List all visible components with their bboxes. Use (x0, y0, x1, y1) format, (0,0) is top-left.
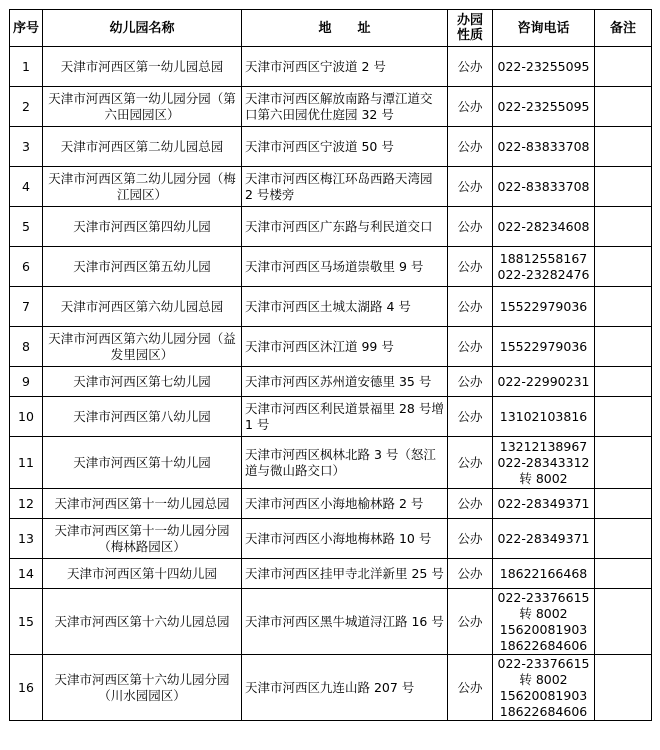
kindergarten-name: 天津市河西区第二幼儿园分园（梅江园区） (43, 167, 242, 207)
table-row (10, 287, 652, 327)
kindergarten-type: 公办 (448, 167, 493, 207)
table-row (10, 559, 652, 589)
phone-line: 022-22990231 (497, 373, 590, 389)
row-index: 15 (10, 589, 43, 655)
kindergarten-type: 公办 (448, 519, 493, 559)
phone-line: 022-23255095 (497, 98, 590, 114)
header-name: 幼儿园名称 (43, 10, 242, 47)
phone-line: 15620081903 (499, 621, 588, 637)
contact-phone (493, 327, 595, 367)
kindergarten-address: 天津市河西区梅江环岛西路天湾园 2 号楼旁 (242, 167, 448, 207)
header-index: 序号 (10, 10, 43, 47)
kindergarten-address: 天津市河西区广东路与利民道交口 (242, 207, 448, 247)
contact-phone (493, 47, 595, 87)
kindergarten-type: 公办 (448, 655, 493, 721)
contact-phone (493, 87, 595, 127)
kindergarten-name: 天津市河西区第十四幼儿园 (43, 559, 242, 589)
kindergarten-address: 天津市河西区九连山路 207 号 (242, 655, 448, 721)
table-row (10, 367, 652, 397)
kindergarten-address: 天津市河西区枫林北路 3 号（怒江道与微山路交口） (242, 437, 448, 489)
table-row (10, 247, 652, 287)
kindergarten-type: 公办 (448, 367, 493, 397)
note (595, 397, 652, 437)
table-row (10, 127, 652, 167)
kindergarten-address: 天津市河西区小海地榆林路 2 号 (242, 489, 448, 519)
contact-phone (493, 397, 595, 437)
note (595, 87, 652, 127)
kindergarten-name: 天津市河西区第六幼儿园分园（益发里园区） (43, 327, 242, 367)
kindergarten-type: 公办 (448, 247, 493, 287)
kindergarten-address: 天津市河西区解放南路与潭江道交口第六田园优仕庭园 32 号 (242, 87, 448, 127)
phone-line: 转 8002 (519, 470, 568, 486)
table-row (10, 327, 652, 367)
kindergarten-name: 天津市河西区第八幼儿园 (43, 397, 242, 437)
kindergarten-type: 公办 (448, 589, 493, 655)
contact-phone (493, 589, 595, 655)
row-index: 10 (10, 397, 43, 437)
row-index: 11 (10, 437, 43, 489)
phone-line: 022-28234608 (497, 218, 590, 234)
row-index: 4 (10, 167, 43, 207)
phone-line: 18812558167 (499, 250, 588, 266)
note (595, 655, 652, 721)
contact-phone (493, 559, 595, 589)
row-index: 3 (10, 127, 43, 167)
phone-line: 13102103816 (499, 408, 588, 424)
phone-line: 022-23282476 (497, 266, 590, 282)
note (595, 437, 652, 489)
kindergarten-address: 天津市河西区宁波道 50 号 (242, 127, 448, 167)
row-index: 2 (10, 87, 43, 127)
kindergarten-name: 天津市河西区第四幼儿园 (43, 207, 242, 247)
contact-phone (493, 127, 595, 167)
table-row (10, 437, 652, 489)
phone-line: 15522979036 (499, 338, 588, 354)
table-row (10, 87, 652, 127)
phone-line: 022-28343312 (497, 454, 590, 470)
kindergarten-type: 公办 (448, 327, 493, 367)
header-phone: 咨询电话 (493, 10, 595, 47)
table-row (10, 207, 652, 247)
kindergarten-table (9, 9, 652, 721)
kindergarten-address: 天津市河西区小海地梅林路 10 号 (242, 519, 448, 559)
contact-phone (493, 519, 595, 559)
kindergarten-name: 天津市河西区第六幼儿园总园 (43, 287, 242, 327)
table-row (10, 397, 652, 437)
phone-line: 13212138967 (499, 438, 588, 454)
note (595, 519, 652, 559)
kindergarten-address: 天津市河西区马场道崇敬里 9 号 (242, 247, 448, 287)
kindergarten-type: 公办 (448, 127, 493, 167)
kindergarten-name: 天津市河西区第十六幼儿园分园（川水园园区） (43, 655, 242, 721)
phone-line: 18622684606 (499, 703, 588, 719)
note (595, 127, 652, 167)
kindergarten-address: 天津市河西区挂甲寺北洋新里 25 号 (242, 559, 448, 589)
phone-line: 022-23376615 (497, 589, 590, 605)
kindergarten-name: 天津市河西区第十幼儿园 (43, 437, 242, 489)
phone-line: 15620081903 (499, 687, 588, 703)
kindergarten-name: 天津市河西区第一幼儿园总园 (43, 47, 242, 87)
note (595, 559, 652, 589)
kindergarten-name: 天津市河西区第十一幼儿园总园 (43, 489, 242, 519)
table-row (10, 167, 652, 207)
kindergarten-name: 天津市河西区第七幼儿园 (43, 367, 242, 397)
phone-line: 022-23376615 (497, 655, 590, 671)
contact-phone (493, 167, 595, 207)
contact-phone (493, 207, 595, 247)
note (595, 207, 652, 247)
header-type: 办园性质 (448, 10, 493, 47)
kindergarten-type: 公办 (448, 47, 493, 87)
kindergarten-type: 公办 (448, 87, 493, 127)
note (595, 367, 652, 397)
kindergarten-address: 天津市河西区利民道景福里 28 号增 1 号 (242, 397, 448, 437)
header-note: 备注 (595, 10, 652, 47)
row-index: 5 (10, 207, 43, 247)
table-row (10, 589, 652, 655)
phone-line: 022-23255095 (497, 58, 590, 74)
phone-line: 18622684606 (499, 637, 588, 653)
phone-line: 022-28349371 (497, 530, 590, 546)
note (595, 247, 652, 287)
row-index: 8 (10, 327, 43, 367)
kindergarten-name: 天津市河西区第十一幼儿园分园（梅林路园区） (43, 519, 242, 559)
row-index: 6 (10, 247, 43, 287)
kindergarten-address: 天津市河西区苏州道安德里 35 号 (242, 367, 448, 397)
phone-line: 022-83833708 (497, 138, 590, 154)
phone-line: 15522979036 (499, 298, 588, 314)
table-row (10, 489, 652, 519)
kindergarten-type: 公办 (448, 559, 493, 589)
note (595, 589, 652, 655)
contact-phone (493, 655, 595, 721)
contact-phone (493, 287, 595, 327)
contact-phone (493, 437, 595, 489)
kindergarten-type: 公办 (448, 287, 493, 327)
table-row (10, 519, 652, 559)
phone-line: 022-28349371 (497, 495, 590, 511)
contact-phone (493, 247, 595, 287)
row-index: 13 (10, 519, 43, 559)
note (595, 287, 652, 327)
kindergarten-address: 天津市河西区宁波道 2 号 (242, 47, 448, 87)
kindergarten-address: 天津市河西区沐江道 99 号 (242, 327, 448, 367)
kindergarten-name: 天津市河西区第五幼儿园 (43, 247, 242, 287)
phone-line: 转 8002 (519, 671, 568, 687)
kindergarten-type: 公办 (448, 489, 493, 519)
header-row (10, 10, 652, 47)
phone-line: 转 8002 (519, 605, 568, 621)
kindergarten-type: 公办 (448, 207, 493, 247)
row-index: 1 (10, 47, 43, 87)
kindergarten-address: 天津市河西区土城太湖路 4 号 (242, 287, 448, 327)
phone-line: 18622166468 (499, 565, 588, 581)
note (595, 167, 652, 207)
kindergarten-name: 天津市河西区第一幼儿园分园（第六田园园区） (43, 87, 242, 127)
note (595, 47, 652, 87)
kindergarten-name: 天津市河西区第二幼儿园总园 (43, 127, 242, 167)
contact-phone (493, 367, 595, 397)
kindergarten-type: 公办 (448, 397, 493, 437)
note (595, 489, 652, 519)
row-index: 12 (10, 489, 43, 519)
kindergarten-name: 天津市河西区第十六幼儿园总园 (43, 589, 242, 655)
row-index: 14 (10, 559, 43, 589)
phone-line: 022-83833708 (497, 178, 590, 194)
contact-phone (493, 489, 595, 519)
row-index: 7 (10, 287, 43, 327)
note (595, 327, 652, 367)
row-index: 9 (10, 367, 43, 397)
header-address: 地 址 (242, 10, 448, 47)
table-row (10, 655, 652, 721)
row-index: 16 (10, 655, 43, 721)
kindergarten-address: 天津市河西区黑牛城道浔江路 16 号 (242, 589, 448, 655)
kindergarten-type: 公办 (448, 437, 493, 489)
table-row (10, 47, 652, 87)
